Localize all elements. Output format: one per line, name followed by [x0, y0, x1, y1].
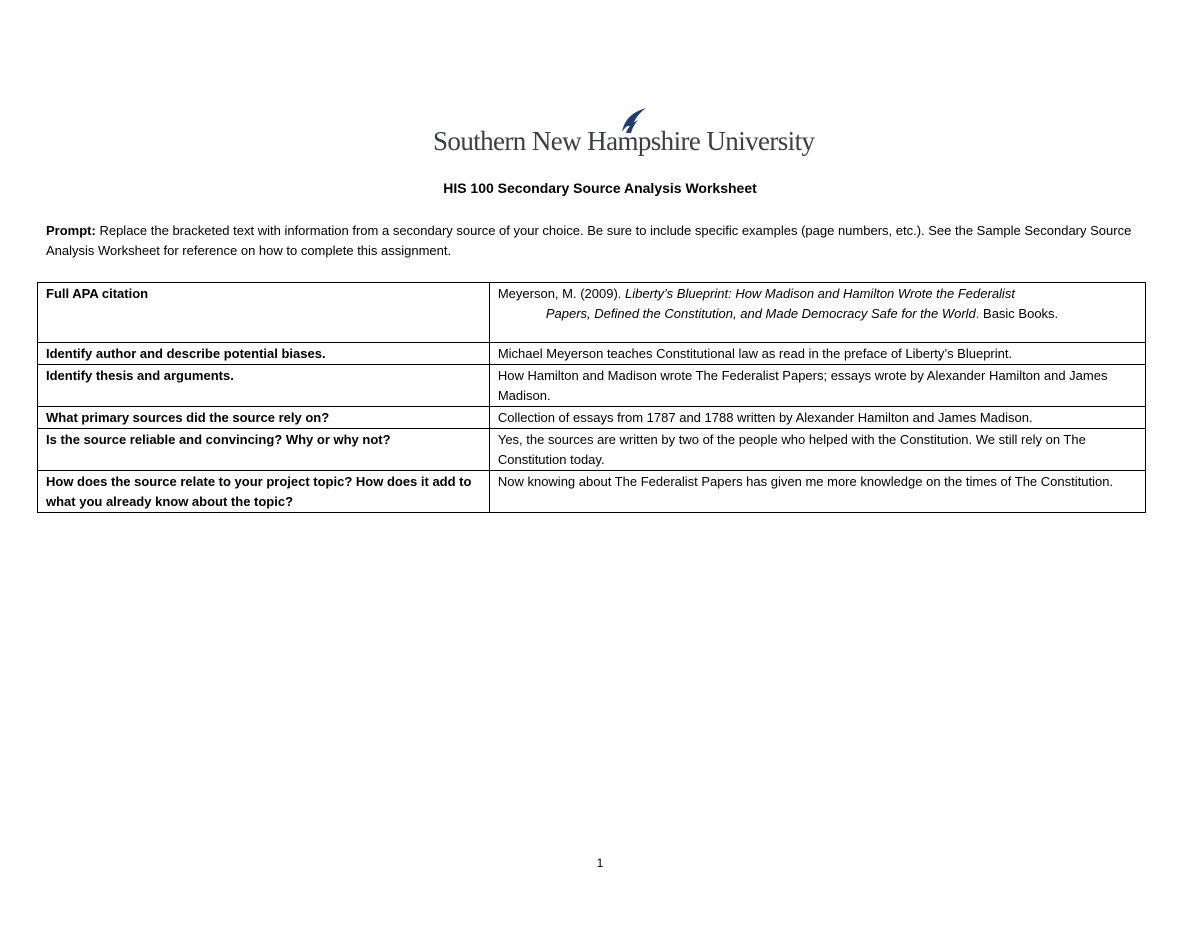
- table-row: [38, 283, 1146, 343]
- citation-continuation: [498, 304, 1137, 324]
- table-row: [38, 429, 1146, 471]
- university-logo-text: Southern New Hampshire University: [433, 126, 815, 156]
- university-logo: [433, 106, 815, 162]
- row-answer: Yes, the sources are written by two of the people who helped with the Constitution. We still rely on The Constitution today.: [489, 429, 1145, 471]
- source-analysis-table: [37, 282, 1146, 513]
- table-row: [38, 365, 1146, 407]
- worksheet-title: HIS 100 Secondary Source Analysis Worksheet: [443, 180, 757, 196]
- page-number: 1: [596, 856, 604, 870]
- row-answer-citation: [489, 283, 1145, 343]
- row-answer: Collection of essays from 1787 and 1788 written by Alexander Hamilton and James Madison.: [489, 407, 1145, 429]
- prompt-text: Replace the bracketed text with information from a secondary source of your choice. Be sure to include specific examples (page numbers, etc.). See the Sample Secondary Source Analysis Worksheet for reference on how to complete this assignment.: [46, 223, 1132, 258]
- row-question: How does the source relate to your project topic? How does it add to what you already know about the topic?: [38, 471, 490, 513]
- row-answer: Michael Meyerson teaches Constitutional law as read in the preface of Liberty’s Blueprint.: [489, 343, 1145, 365]
- table-row: [38, 343, 1146, 365]
- table-row: [38, 407, 1146, 429]
- row-question: What primary sources did the source rely on?: [38, 407, 490, 429]
- row-question: Is the source reliable and convincing? Why or why not?: [38, 429, 490, 471]
- row-answer: Now knowing about The Federalist Papers has given me more knowledge on the times of The Constitution.: [489, 471, 1145, 513]
- citation-title-line-2: Papers, Defined the Constitution, and Made Democracy Safe for the World: [545, 306, 976, 321]
- citation-author: Meyerson, M. (2009).: [497, 286, 625, 301]
- row-question: Identify author and describe potential biases.: [38, 343, 490, 365]
- table-row: [38, 471, 1146, 513]
- prompt-label: Prompt:: [46, 223, 96, 238]
- citation-title-line-1: Liberty’s Blueprint: How Madison and Hamilton Wrote the Federalist: [625, 286, 1015, 301]
- row-question: Full APA citation: [38, 283, 490, 343]
- row-question: Identify thesis and arguments.: [38, 365, 490, 407]
- citation-publisher: . Basic Books.: [975, 306, 1059, 321]
- row-answer: How Hamilton and Madison wrote The Federalist Papers; essays wrote by Alexander Hamilton and James Madison.: [489, 365, 1145, 407]
- prompt-paragraph: [46, 221, 1136, 261]
